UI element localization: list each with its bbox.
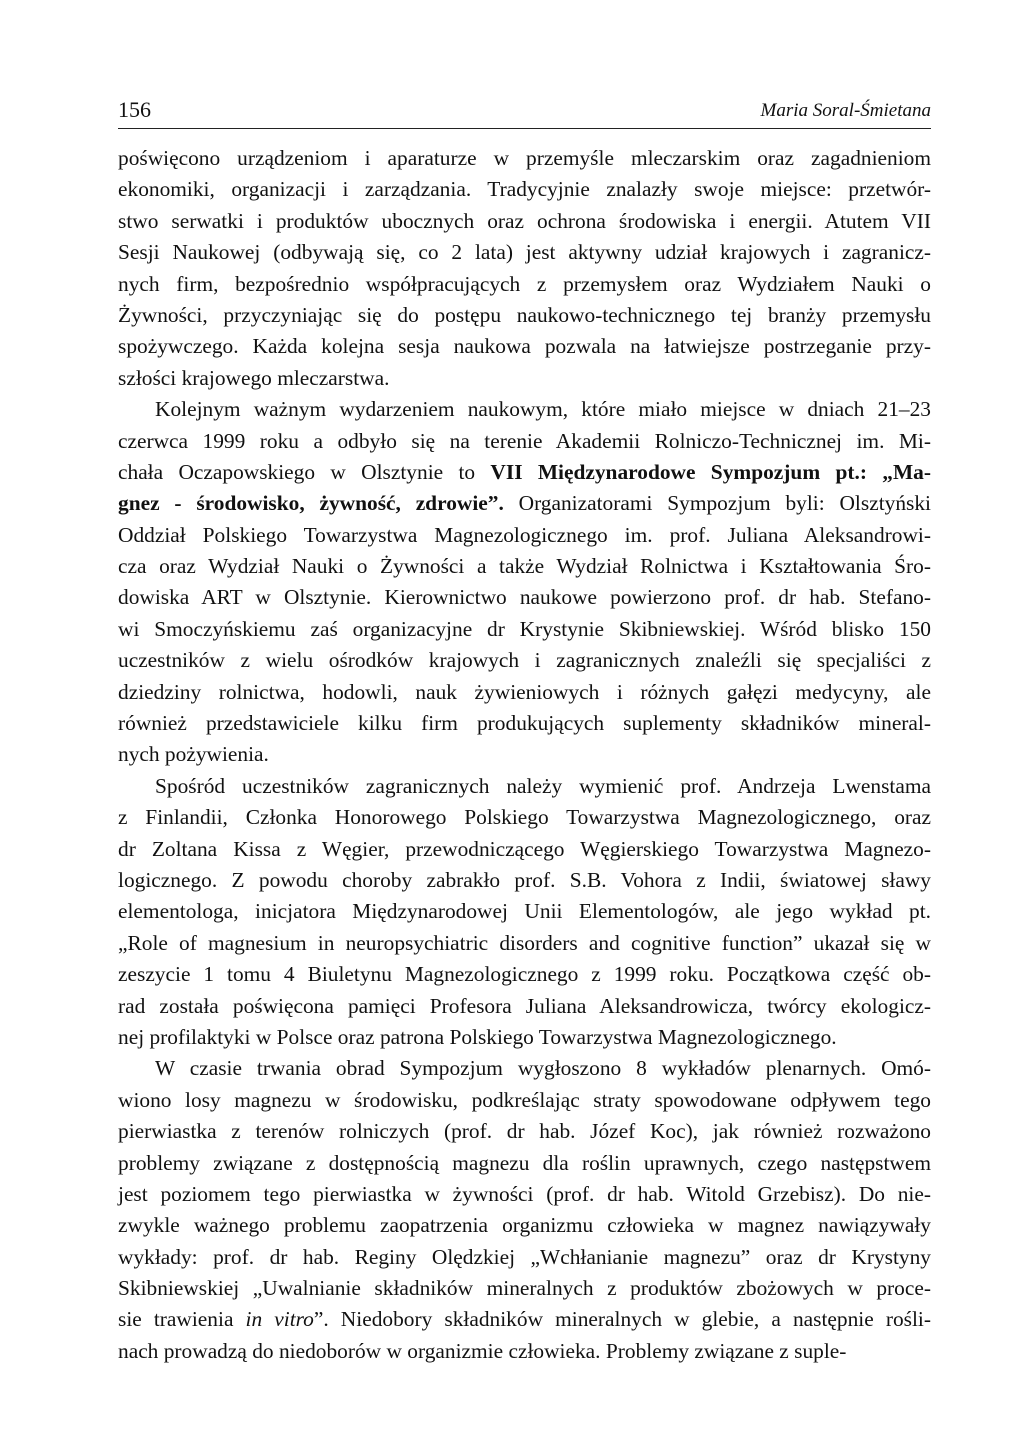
text-line (118, 771, 931, 802)
text-line (118, 865, 931, 896)
text-segment: stwo serwatki i produktów ubocznych oraz ochrona środowiska i energii. Atutem VII (118, 208, 931, 233)
text-line (118, 1210, 931, 1241)
bold-text: VII Międzynarodowe Sympozjum pt.: „Ma- (490, 459, 931, 484)
text-line (118, 1304, 931, 1335)
text-segment: Oddział Polskiego Towarzystwa Magnezologicznego im. prof. Juliana Aleksandrowi- (118, 522, 931, 547)
text-segment: Kolejnym ważnym wydarzeniem naukowym, które miało miejsce w dniach 21–23 (155, 397, 931, 422)
text-segment: ekonomiki, organizacji i zarządzania. Tradycyjnie znalazły swoje miejsce: przetwór- (118, 177, 931, 202)
text-line (118, 206, 931, 237)
text-segment: cza oraz Wydział Nauki o Żywności a także Wydział Rolnictwa i Kształtowania Śro- (118, 554, 931, 579)
text-segment: wi Smoczyńskiemu zaś organizacyjne dr Krystynie Skibniewskiej. Wśród blisko 150 (118, 616, 931, 641)
text-line (118, 237, 931, 268)
text-segment: ”. Niedobory składników mineralnych w glebie, a następnie rośli- (313, 1307, 931, 1332)
text-segment: rad została poświęcona pamięci Profesora Juliana Aleksandrowicza, twórcy ekologicz- (118, 993, 931, 1018)
text-segment: Sesji Naukowej (odbywają się, co 2 lata) jest aktywny udział krajowych i zagranicz- (118, 240, 931, 265)
text-segment: problemy związane z dostępnością magnezu dla roślin uprawnych, czego następstwem (118, 1150, 931, 1175)
italic-text: in vitro (245, 1307, 314, 1332)
paragraph (118, 1053, 931, 1367)
text-line (118, 394, 931, 425)
text-line (118, 896, 931, 927)
text-segment: nej profilaktyki w Polsce oraz patrona Polskiego Towarzystwa Magnezologicznego. (118, 1024, 837, 1049)
text-line (118, 1085, 931, 1116)
text-line (118, 802, 931, 833)
running-header (118, 97, 931, 127)
text-line (118, 991, 931, 1022)
text-line (118, 834, 931, 865)
text-line (118, 928, 931, 959)
text-segment: dziedziny rolnictwa, hodowli, nauk żywieniowych i różnych gałęzi medycyny, ale (118, 679, 931, 704)
text-line (118, 551, 931, 582)
text-line (118, 457, 931, 488)
text-line (118, 488, 931, 519)
running-head-author: Maria Soral-Śmietana (760, 100, 931, 121)
text-segment: wiono losy magnezu w środowisku, podkreślając straty spowodowane odpływem tego (118, 1087, 931, 1112)
text-segment: z Finlandii, Członka Honorowego Polskiego Towarzystwa Magnezologicznego, oraz (118, 805, 931, 830)
text-segment: W czasie trwania obrad Sympozjum wygłoszono 8 wykładów plenarnych. Omó- (155, 1056, 931, 1081)
text-line (118, 1179, 931, 1210)
body-text (118, 143, 931, 1367)
text-segment: wykłady: prof. dr hab. Reginy Olędzkiej „Wchłanianie magnezu” oraz dr Krystyny (118, 1244, 931, 1269)
text-segment: „Role of magnesium in neuropsychiatric disorders and cognitive function” ukazał się w (118, 930, 931, 955)
text-line (118, 174, 931, 205)
text-line (118, 1053, 931, 1084)
paragraph (118, 143, 931, 394)
text-line (118, 1148, 931, 1179)
text-line (118, 1242, 931, 1273)
text-segment: jest poziomem tego pierwiastka w żywności (prof. dr hab. Witold Grzebisz). Do nie- (118, 1181, 931, 1206)
text-segment: uczestników z wielu ośrodków krajowych i zagranicznych znaleźli się specjaliści z (118, 648, 931, 673)
text-segment: nych firm, bezpośrednio współpracujących z przemysłem oraz Wydziałem Nauki o (118, 271, 931, 296)
text-line (118, 1273, 931, 1304)
page-number: 156 (118, 97, 151, 122)
text-segment: szłości krajowego mleczarstwa. (118, 365, 390, 390)
text-segment: Spośród uczestników zagranicznych należy wymienić prof. Andrzeja Lwenstama (155, 773, 931, 798)
text-segment: Organizatorami Sympozjum byli: Olsztyński (503, 491, 931, 516)
text-line (118, 300, 931, 331)
text-line (118, 708, 931, 739)
text-line (118, 582, 931, 613)
text-line (118, 614, 931, 645)
text-line (118, 363, 931, 394)
text-segment: dr Zoltana Kissa z Węgier, przewodniczącego Węgierskiego Towarzystwa Magnezo- (118, 836, 931, 861)
paragraph (118, 394, 931, 771)
text-line (118, 143, 931, 174)
text-segment: spożywczego. Każda kolejna sesja naukowa pozwala na łatwiejsze postrzeganie przy- (118, 334, 931, 359)
text-segment: nych pożywienia. (118, 742, 269, 767)
text-line (118, 520, 931, 551)
text-segment: Żywności, przyczyniając się do postępu naukowo-technicznego tej branży przemysłu (118, 302, 931, 327)
text-line (118, 645, 931, 676)
text-segment: logicznego. Z powodu choroby zabrakło prof. S.B. Vohora z Indii, światowej sławy (118, 867, 931, 892)
bold-text: gnez - środowisko, żywność, zdrowie”. (118, 491, 504, 516)
text-segment: chała Oczapowskiego w Olsztynie to (118, 459, 491, 484)
text-line (118, 1336, 931, 1367)
text-segment: sie trawienia (118, 1307, 246, 1332)
text-segment: również przedstawiciele kilku firm produkujących suplementy składników mineral- (118, 711, 931, 736)
text-segment: poświęcono urządzeniom i aparaturze w przemyśle mleczarskim oraz zagadnieniom (118, 146, 931, 170)
text-segment: zeszycie 1 tomu 4 Biuletynu Magnezologicznego z 1999 roku. Początkowa część ob- (118, 962, 931, 987)
text-segment: zwykle ważnego problemu zaopatrzenia organizmu człowieka w magnez nawiązywały (118, 1213, 931, 1238)
paragraph (118, 771, 931, 1054)
text-segment: czerwca 1999 roku a odbyło się na terenie Akademii Rolniczo-Technicznej im. Mi- (118, 428, 931, 453)
text-segment: Skibniewskiej „Uwalnianie składników mineralnych z produktów zbożowych w proce- (118, 1276, 931, 1301)
text-line (118, 426, 931, 457)
text-line (118, 677, 931, 708)
text-line (118, 1116, 931, 1147)
text-line (118, 331, 931, 362)
text-segment: nach prowadzą do niedoborów w organizmie człowieka. Problemy związane z suple- (118, 1338, 847, 1363)
text-segment: elementologa, inicjatora Międzynarodowej Unii Elementologów, ale jego wykład pt. (118, 899, 931, 924)
text-segment: dowiska ART w Olsztynie. Kierownictwo naukowe powierzono prof. dr hab. Stefano- (118, 585, 931, 610)
text-line (118, 1022, 931, 1053)
text-line (118, 739, 931, 770)
text-line (118, 269, 931, 300)
text-segment: pierwiastka z terenów rolniczych (prof. dr hab. Józef Koc), jak również rozważono (118, 1119, 931, 1144)
header-rule (118, 128, 931, 129)
text-line (118, 959, 931, 990)
